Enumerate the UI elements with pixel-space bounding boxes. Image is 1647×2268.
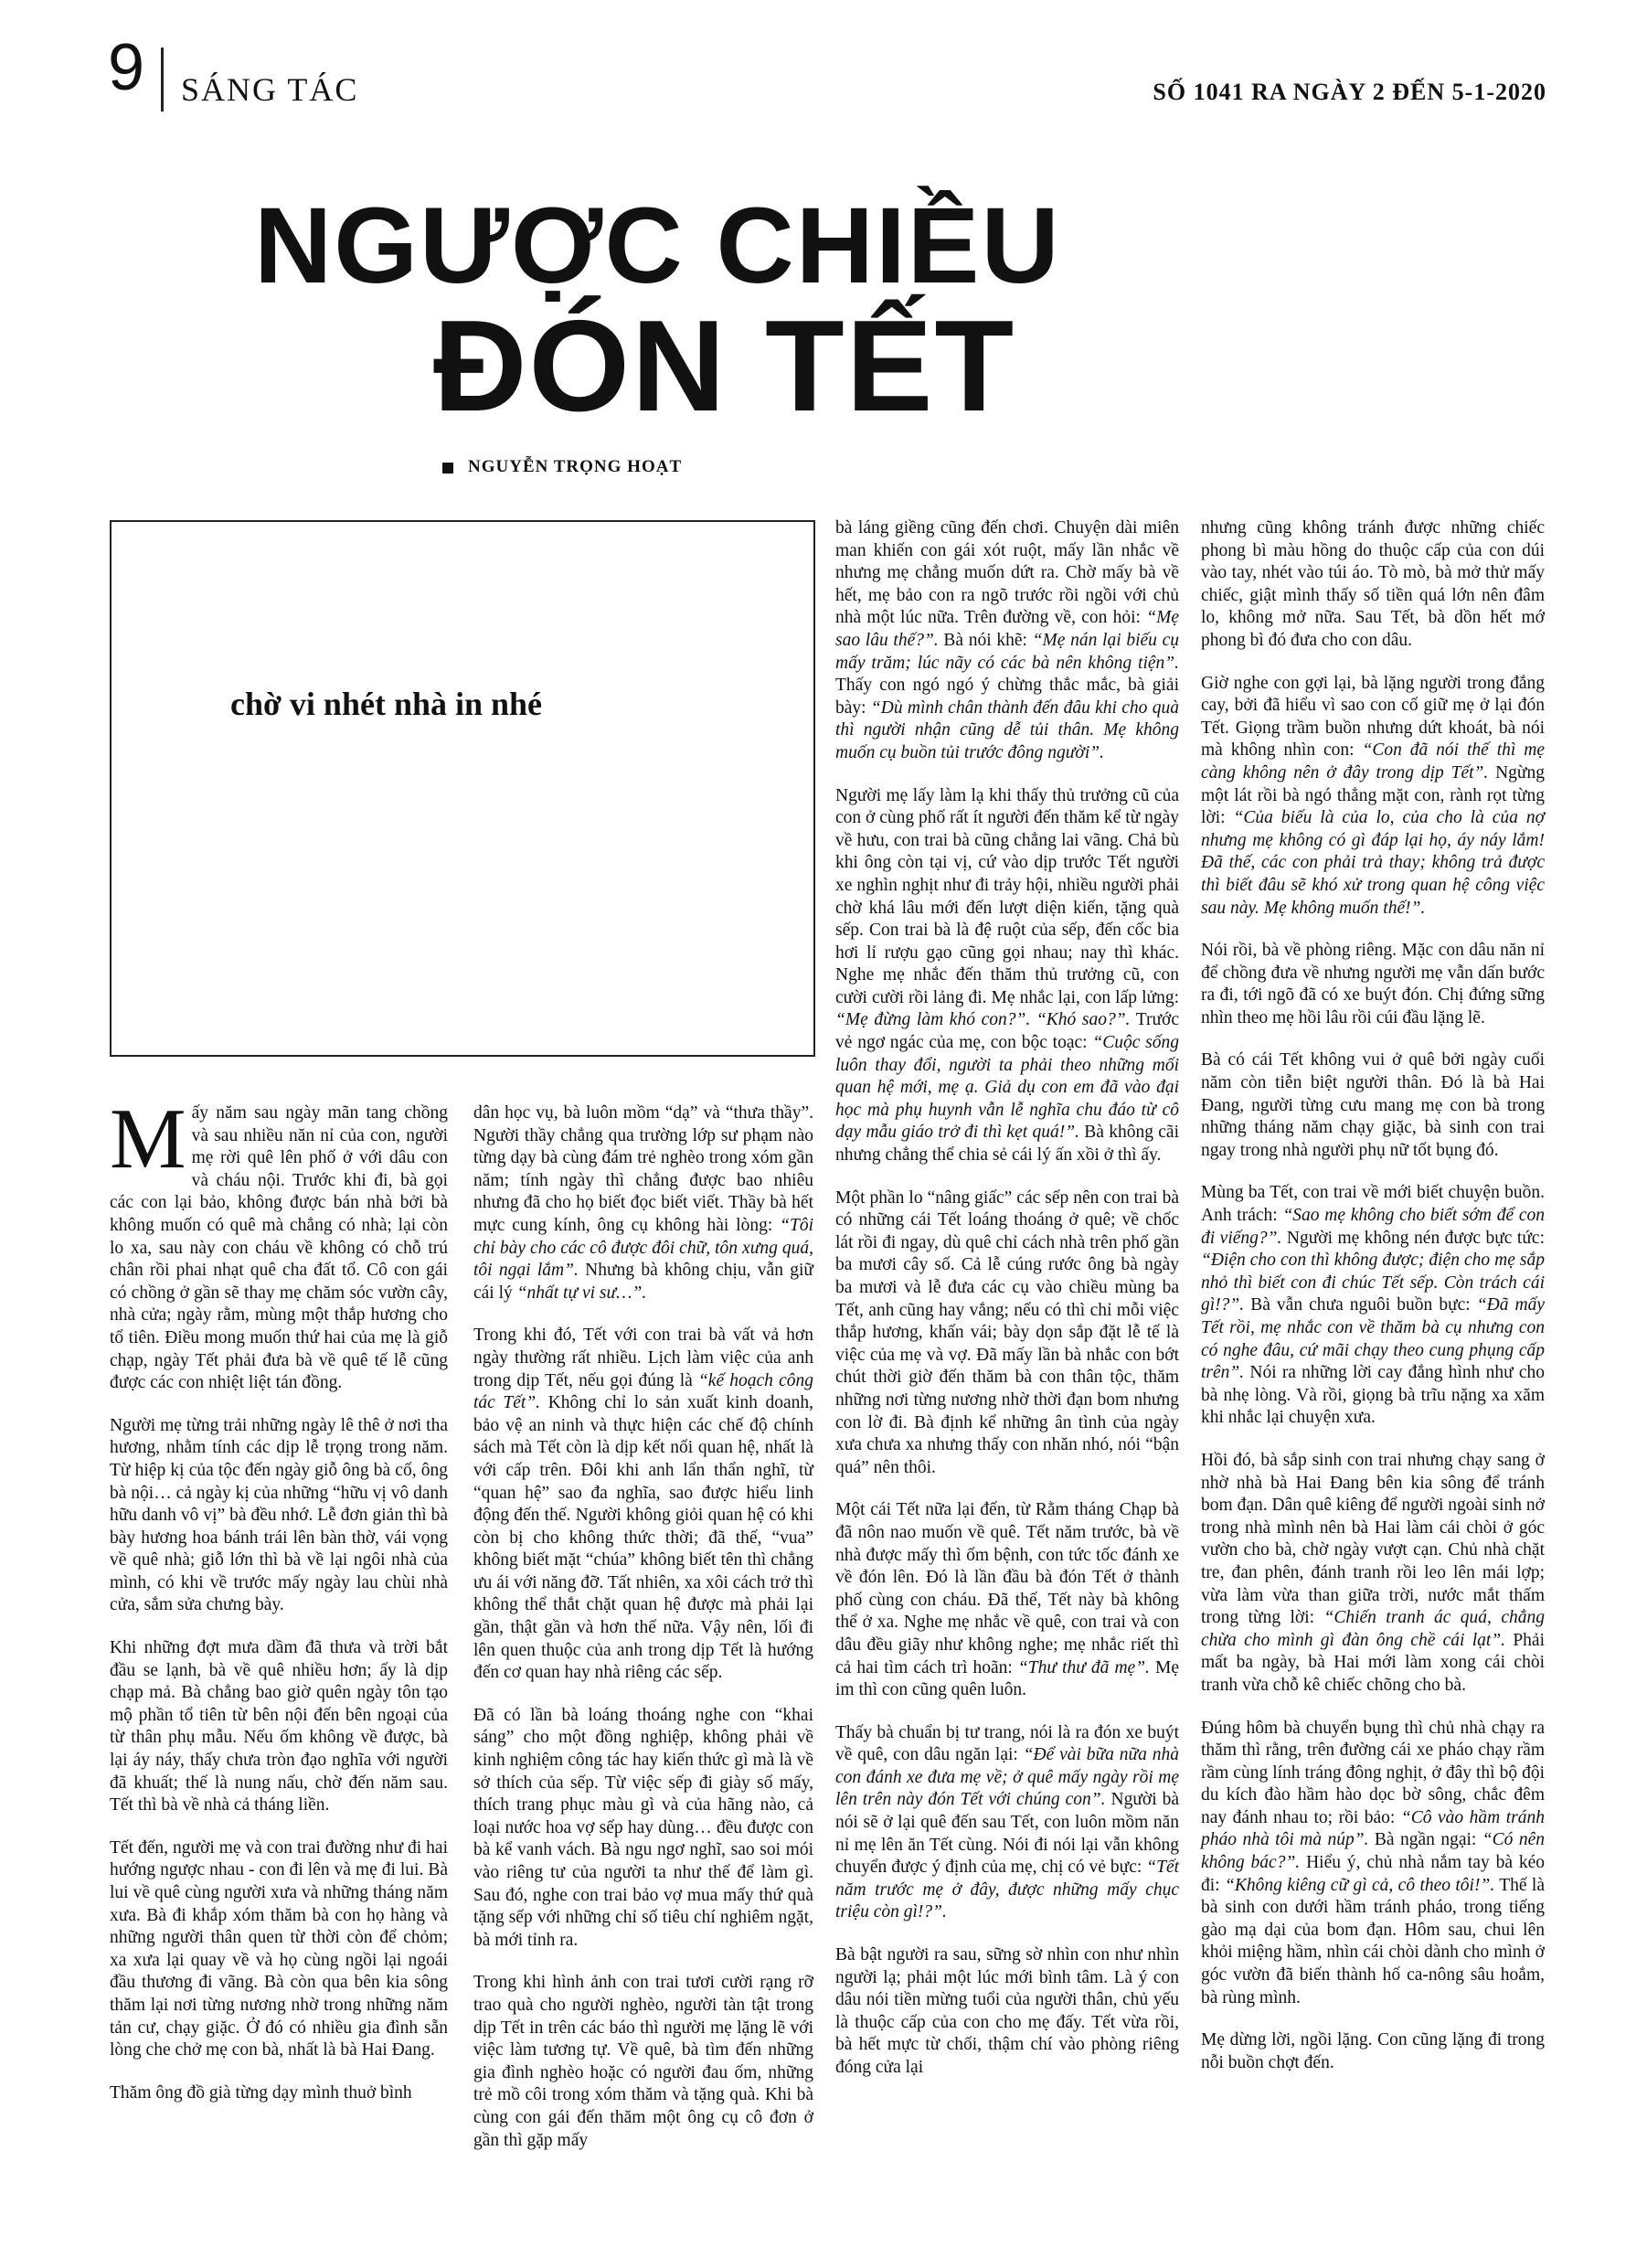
article-title-line-2: ĐÓN TẾT (433, 293, 1016, 439)
paragraph: Mẹ dừng lời, ngồi lặng. Con cũng lặng đi trong nỗi buồn chợt đến. (1201, 2030, 1545, 2072)
image-placeholder (110, 520, 815, 1057)
paragraph: bà láng giềng cũng đến chơi. Chuyện dài miên man khiến con gái xót ruột, mấy lần nhắc về nhưng mẹ chẳng muốn dứt ra. Chờ mấy bà về hết, mẹ bảo con ra ngõ trước rồi ngồi với chủ nhà một lúc nữa. Trên đường về, con hỏi: “Mẹ sao lâu thế?”. Bà nói khẽ: “Mẹ nán lại biếu cụ mấy trăm; lúc nãy có các bà nên không tiện”. Thấy con ngó ngó ý chừng thắc mắc, bà giải bày: “Dù mình chân thành đến đâu khi cho quà thì người nhận cũng dễ tủi thân. Mẹ không muốn cụ buồn tủi trước đông người”. (835, 518, 1180, 762)
paragraph: Giờ nghe con gợi lại, bà lặng người trong đắng cay, bởi đã hiểu vì sao con cố giữ mẹ ở lại đón Tết. Giọng trầm buồn nhưng dứt khoát, bà nói mà không nhìn con: “Con đã nói thế thì mẹ càng không nên ở đây trong dịp Tết”. Ngừng một lát rồi bà ngó thẳng mặt con, rành rọt từng lời: “Của biếu là của lo, của cho là của nợ nhưng mẹ không có gì đáp lại họ, áy náy lắm! Đã thế, các con phải trả thay; không trả được thì biết đâu sẽ khó xử trong quan hệ công việc sau này. Mẹ không muốn thế!”. (1201, 673, 1545, 918)
article-column-2 (473, 1102, 813, 2172)
header-divider (161, 48, 164, 112)
paragraph: Trong khi hình ảnh con trai tươi cười rạng rỡ trao quà cho người nghèo, người tàn tật trong dịp Tết in trên các báo thì người mẹ lặng lẽ với việc làm tương tự. Về quê, bà tìm đến những gia đình nghèo hoặc có người đau ốm, những trẻ mồ côi trong xóm thăm và tặng quà. Khi bà cùng con gái đến thăm một ông cụ cô đơn ở gần thì gặp mấy (473, 1973, 813, 2150)
paragraph: Thấy bà chuẩn bị tư trang, nói là ra đón xe buýt về quê, con dâu ngăn lại: “Để vài bữa nữa nhà con đánh xe đưa mẹ về; ở quê mấy ngày rồi mẹ lên trên này đón Tết với chúng con”. Người bà nói sẽ ở lại quê đến sau Tết, con luôn mồm năn nỉ mẹ lên ăn Tết cùng. Nói đi nói lại vẫn không chuyển được ý định của mẹ, chị có vẻ bực: “Tết năm trước mẹ ở đây, được những mấy chục triệu còn gì!?”. (835, 1722, 1180, 1922)
issue-info: SỐ 1041 RA NGÀY 2 ĐẾN 5-1-2020 (1153, 79, 1546, 105)
drop-cap: M (110, 1091, 186, 1187)
paragraph: Đúng hôm bà chuyển bụng thì chủ nhà chạy ra thăm thì rằng, trên đường cái xe pháo chạy rầm rầm cùng lính tráng đông nghịt, ở đây thì bộ đội du kích đào hầm hào dọc bờ sông, chắc đêm nay đánh nhau to; rồi bảo: “Cô vào hầm tránh pháo nhà tôi mà núp”. Bà ngần ngại: “Có nên không bác?”. Hiểu ý, chủ nhà nắm tay bà kéo đi: “Không kiêng cữ gì cả, cô theo tôi!”. Thế là bà sinh con dưới hầm tránh pháo, trong tiếng gào mạ dại của bom đạn. Hôm sau, chui lên khỏi miệng hầm, nhìn cái chòi dành cho mình ở góc vườn đã biến thành hố ca-nông sâu hoắm, bà rùng mình. (1201, 1718, 1546, 2007)
paragraph: Hồi đó, bà sắp sinh con trai nhưng chạy sang ở nhờ nhà bà Hai Đang bên kia sông để tránh bom đạn. Dân quê kiêng để người ngoài sinh nở trong nhà mình nên bà Hai làm cái chòi ở góc vườn cho bà, chờ ngày vượt cạn. Chủ nhà chặt tre, đan phên, đánh tranh rồi leo lên mái lợp; vừa làm vừa than giữa trời, nước mắt thấm trong từng lời: “Chiến tranh ác quá, chẳng chừa cho mình gì đàn ông chề cái lạt”. Phải mất ba ngày, bà Hai mới làm xong cái chòi tranh vừa chỗ kê chiếc chõng cho bà. (1201, 1450, 1545, 1695)
paragraph: Một phần lo “nâng giấc” các sếp nên con trai bà có những cái Tết loáng thoáng ở quê; về chốc lát rồi đi ngay, dù quê chỉ cách nhà trên phố gần ba mươi cây số. Cả lễ cúng rước ông bà ngày ba mươi và lễ đưa các cụ vào chiều mùng ba Tết, anh cũng hay vắng; nếu có thì chỉ mỗi việc thắp hương, khấn vái; bày dọn sắp đặt lễ tế là việc của mẹ và vợ. Đã mấy lần bà nhắc con bớt chút thời giờ đến thăm bà con thân tộc, thăm những nơi từng nương nhờ thời đạn bom nhưng con lờ đi. Bà định kể những ân tình của ngày xưa chưa xa nhưng thấy con nhăn nhó, nói “bận quá” nên thôi. (835, 1187, 1179, 1477)
paragraph: Mấy năm sau ngày mãn tang chồng và sau nhiều năn nỉ của con, người mẹ rời quê lên phố ở với dâu con và cháu nội. Trước khi đi, bà gọi các con lại bảo, không được bán nhà bởi bà không muốn có quê mà chẳng có nhà; lại còn lo xa, sau này con cháu về không có chỗ trú chân rồi phai nhạt quê cha đất tổ. Cô con gái có chồng ở gần sẽ thay mẹ chăm sóc vườn cây, nhà cửa; ngày rằm, mùng một thắp hương cho tổ tiên. Điều mong muốn thứ hai của mẹ là giỗ chạp, ngày Tết phải đưa bà về quê tế lễ cũng được các con nhiệt liệt tán đồng. (110, 1091, 448, 1393)
byline (442, 457, 682, 477)
paragraph: nhưng cũng không tránh được những chiếc phong bì màu hồng do thuộc cấp của con dúi vào tay, nhét vào túi áo. Tò mò, bà mở thử mấy chiếc, giật mình thấy số tiền quá lớn nên đâm lo, không mở nữa. Sau Tết, bà dồn hết mớ phong bì đó đưa cho con dâu. (1201, 518, 1545, 650)
paragraph: Đã có lần bà loáng thoáng nghe con “khai sáng” cho một đồng nghiệp, không phải về kinh nghiệm công tác hay kiến thức gì mà là về sở thích của sếp. Từ việc sếp đi giày số mấy, thích trang phục màu gì và của hãng nào, cả loại nước hoa vợ sếp hay dùng… đều được con bà kể vanh vách. Bà ngu ngơ nghĩ, sao soi mói vào riêng tư của người ta như thế để làm gì. Sau đó, nghe con trai bảo vợ mua mấy thứ quà tặng sếp với những chỉ số tiêu chí nghiêm ngặt, bà mới tỉnh ra. (473, 1705, 813, 1950)
article-column-4 (1201, 517, 1545, 2094)
article-title-line-1: NGƯỢC CHIỀU (254, 186, 1061, 306)
paragraph: Nói rồi, bà về phòng riêng. Mặc con dâu năn nỉ để chồng đưa về nhưng người mẹ vẫn dấn bước ra đi, tới ngõ đã có xe buýt đón. Chị đứng sững nhìn theo mẹ hồi lâu rồi cúi đầu lặng lẽ. (1201, 941, 1545, 1028)
paragraph: dân học vụ, bà luôn mồm “dạ” và “thưa thầy”. Người thầy chẳng qua trường lớp sư phạm nào từng dạy bà cùng đám trẻ nghèo trong xóm gần năm; tính ngày thì chẳng được bao nhiêu nhưng đã cho họ biết đọc biết viết. Thầy bà hết mực cung kính, ông cụ không hài lòng: “Tôi chỉ bày cho các cô được đôi chữ, tôn xưng quá, tôi ngại lắm”. Nhưng bà không chịu, vẫn giữ cái lý “nhất tự vi sư…”. (473, 1103, 813, 1303)
author-name: NGUYỄN TRỌNG HOẠT (468, 457, 683, 476)
section-name: SÁNG TÁC (181, 71, 359, 108)
paragraph: Thăm ông đồ già từng dạy mình thuở bình (110, 2082, 412, 2103)
paragraph: Bà có cái Tết không vui ở quê bởi ngày cuối năm còn tiễn biệt người thân. Đó là bà Hai Đang, người từng cưu mang mẹ con bà trong những tháng năm chạy giặc, bà sinh con trai ngay trong nhà người phụ nữ tốt bụng đó. (1201, 1050, 1545, 1160)
paragraph: Bà bật người ra sau, sững sờ nhìn con như nhìn người lạ; phải một lúc mới bình tâm. Là ý con dâu nói tiền mừng tuổi của người thân, chủ yếu là thuộc cấp của con cho mẹ đấy. Tết vừa rồi, bà hết mực từ chối, thậm chí vào phòng riêng đóng cửa lại (835, 1945, 1179, 2077)
byline-bullet-icon (442, 463, 453, 474)
article-column-3 (835, 517, 1179, 2100)
paragraph: Khi những đợt mưa dầm đã thưa và trời bắt đầu se lạnh, bà về quê nhiều hơn; ấy là dịp chạp mả. Bà chẳng bao giờ quên ngày tôn tạo mộ phần tổ tiên từ bên nội đến bên ngoại của từ thân phụ mẫu. Nếu ốm không về được, bà lại áy náy, thấy chưa tròn đạo nghĩa với người đã khuất; thế là nung nấu, chờ đến năm sau. Tết thì bà về nhà cả tháng liền. (110, 1638, 448, 1815)
paragraph: Tết đến, người mẹ và con trai đường như đi hai hướng ngược nhau - con đi lên và mẹ đi lui. Bà lui về quê cùng người xưa và những tháng năm xưa. Bà đi khắp xóm thăm bà con họ hàng và những người thân quen từ thời còn để chỏm; xa xưa lại quay về và họ cùng ngồi lại ngoái đầu thương đi vãng. Bà còn qua bên kia sông thăm lại nơi từng nương nhờ trong những năm tản cư, chạy giặc. Ở đó có nhiều gia đình sẵn lòng che chở mẹ con bà, nhất là bà Hai Đang. (110, 1837, 448, 2060)
paragraph: Mùng ba Tết, con trai về mới biết chuyện buồn. Anh trách: “Sao mẹ không cho biết sớm để con đi viếng?”. Người mẹ không nén được bực tức: “Điện cho con thì không được; điện cho mẹ sắp nhỏ thì biết con đi chúc Tết sếp. Còn trách cái gì!?”. Bà vẫn chưa nguôi buồn bực: “Đã mấy Tết rồi, mẹ nhắc con về thăm bà cụ nhưng con có nghe đâu, cứ mãi chạy theo cung phụng cấp trên”. Nói ra những lời cay đắng hình như cho bà nhẹ lòng. Và rồi, giọng bà trĩu nặng xa xăm khi nhắc lại chuyện xưa. (1201, 1183, 1546, 1428)
paragraph: Người mẹ từng trải những ngày lê thê ở nơi tha hương, nhằm tính các dịp lễ trọng trong năm. Từ hiệp kị của tộc đến ngày giỗ ông bà cố, ông bà nội… cả ngày kị của những “hữu vị vô danh hữu danh vô vị” bà đều nhớ. Lễ đơn giản thì bà bày hương hoa bánh trái lên bàn thờ, vái vọng về quê nhà; giỗ lớn thì bà về lại ngôi nhà của mình, có khi về trước mấy ngày lau chùi nhà cửa, sắm sửa chưng bày. (110, 1415, 448, 1615)
article-column-1 (110, 1091, 448, 2124)
paragraph: Trong khi đó, Tết với con trai bà vất vả hơn ngày thường rất nhiều. Lịch làm việc của anh trong dịp Tết, nếu gọi đúng là “kế hoạch công tác Tết”. Không chỉ lo sản xuất kinh doanh, bảo vệ an ninh và thực hiện các chế độ chính sách mà Tết còn là dịp kết nối quan hệ, nhất là với cấp trên. Đôi khi anh lẩn thẩn nghĩ, từ “quan hệ” sao đa nghĩa, sao được hiểu linh động đến thế. Người không giỏi quan hệ có khi còn bị cho không thức thời; đã thế, “vua” không biết mặt “chúa” không biết tên thì chẳng ưu ái với năng đỡ. Tất nhiên, xa xôi cách trở thì không thể thắt chặt quan hệ được mà phải lại gần, thật gần và hơn thế nữa. Vậy nên, lối đi lên quen thuộc của anh trong dịp Tết là hướng đến cơ quan hay nhà riêng các sếp. (473, 1326, 814, 1683)
image-placeholder-note: chờ vi nhét nhà in nhé (230, 686, 543, 722)
paragraph: Người mẹ lấy làm lạ khi thấy thủ trưởng cũ của con ở cùng phố rất ít người đến thăm kể từ ngày về hưu, con trai bà cũng chẳng lai vãng. Chả bù khi ông còn tại vị, cứ vào dịp trước Tết người xe nghìn nghịt như đi trảy hội, nhiều người phải chờ khá lâu mới đến lượt diện kiến, tặng quà sếp. Con trai bà là đệ ruột của sếp, đến cốc bia hơi lỉ rượu gạo cũng gọi nhau; nay thì khác. Nghe mẹ nhắc đến thăm thủ trưởng cũ, con cười cười rồi lảng đi. Mẹ nhắc lại, con lấp lửng: “Mẹ đừng làm khó con?”. “Khó sao?”. Trước vẻ ngơ ngác của mẹ, con bộc toạc: “Cuộc sống luôn thay đổi, người ta phải theo những mối quan hệ mới, mẹ ạ. Giả dụ con em đã vào đại học mà phụ huynh vẫn lễ nghĩa chu đáo từ cô dạy mẫu giáo trở đi thì kẹt quá!”. Bà không cãi nhưng chẳng thể chia sẻ cái lý ấn xồi ở thì ấy. (835, 785, 1180, 1166)
page-number: 9 (108, 31, 145, 104)
paragraph: Một cái Tết nữa lại đến, từ Rằm tháng Chạp bà đã nôn nao muốn về quê. Tết năm trước, bà về nhà được mấy thì ốm bệnh, con tức tốc đánh xe về đón lên. Đó là lần đầu bà đón Tết ở thành phố cùng con cháu. Đã thế, Tết này bà không thể ở xa. Nghe mẹ nhắc về quê, con trai và con dâu đều giãy như không nghe; mẹ nhắc riết thì cả hai tìm cách trì hoãn: “Thư thư đã mẹ”. Mẹ im thì con cũng quên luôn. (835, 1500, 1180, 1700)
